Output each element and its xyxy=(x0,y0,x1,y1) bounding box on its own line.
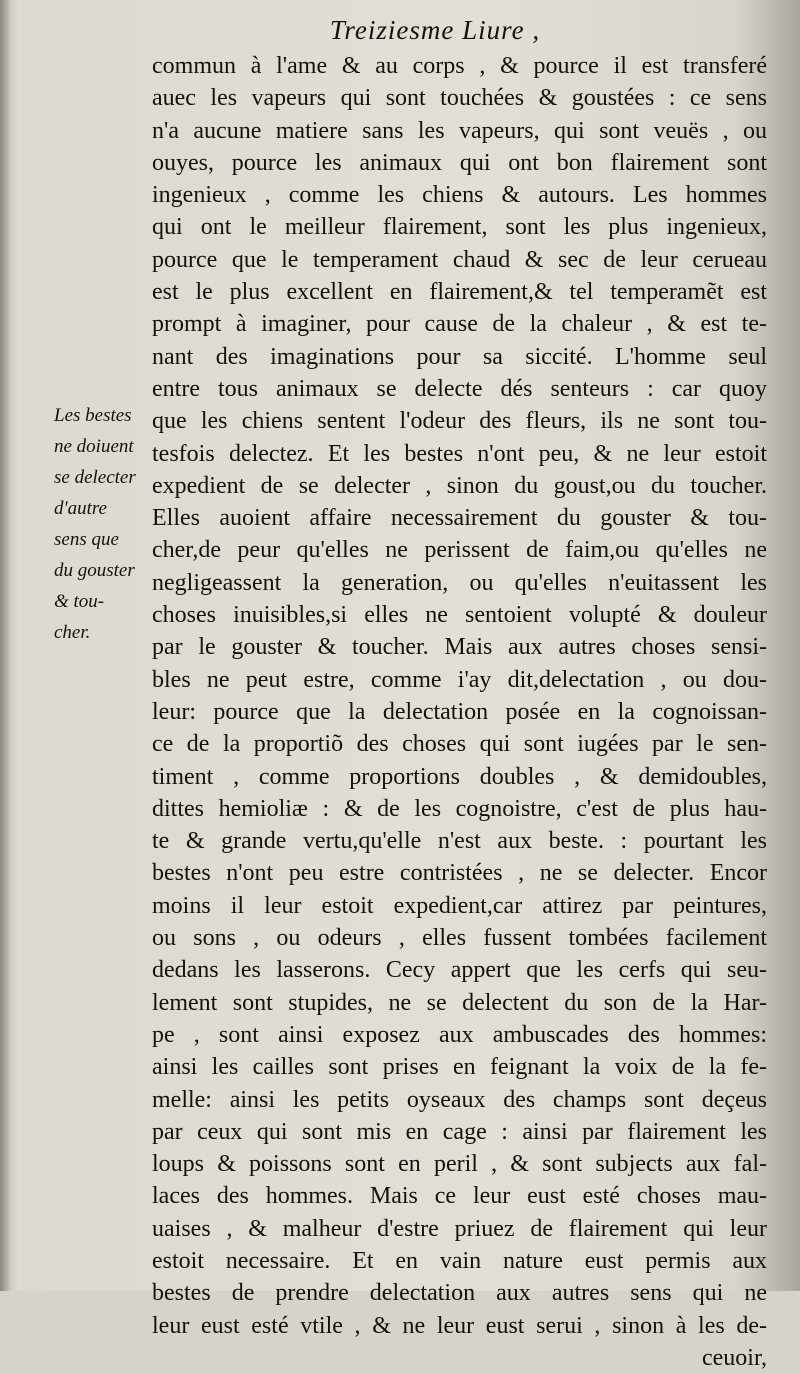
text-line: pource que le temperament chaud & sec de leur cerueau xyxy=(152,246,767,273)
text-line: ce de la proportiõ des choses qui sont iugées par le sen- xyxy=(152,731,767,758)
text-line: lement sont stupides, ne se delectent du son de la Har- xyxy=(152,989,767,1016)
text-line: expedient de se delecter , sinon du goust,ou du toucher. xyxy=(152,472,767,499)
text-line: choses inuisibles,si elles ne sentoient volupté & douleur xyxy=(152,602,767,629)
text-line: negligeassent la generation, ou qu'elles n'euitassent les xyxy=(152,569,767,596)
text-line: bles ne peut estre, comme i'ay dit,delectation , ou dou- xyxy=(152,666,767,693)
text-line: laces des hommes. Mais ce leur eust esté choses mau- xyxy=(152,1183,767,1210)
text-line: estoit necessaire. Et en vain nature eust permis aux xyxy=(152,1247,767,1274)
text-line: Elles auoient affaire necessairement du gouster & tou- xyxy=(152,505,767,532)
text-line: leur eust esté vtile , & ne leur eust serui , sinon à les de- xyxy=(152,1312,767,1339)
margin-note-line: sens que xyxy=(54,529,119,550)
margin-note-line: d'autre xyxy=(54,498,107,519)
text-line: leur: pource que la delectation posée en la cognoissan- xyxy=(152,698,767,725)
text-line: dedans les lasserons. Cecy appert que les cerfs qui seu- xyxy=(152,957,767,984)
text-line: ingenieux , comme les chiens & autours. Les hommes xyxy=(152,182,767,209)
text-line: par le gouster & toucher. Mais aux autres choses sensi- xyxy=(152,634,767,661)
text-line: dittes hemioliæ : & de les cognoistre, c'est de plus hau- xyxy=(152,795,767,822)
margin-note-line: Les bestes xyxy=(54,405,132,426)
text-line: pe , sont ainsi exposez aux ambuscades des hommes: xyxy=(152,1021,767,1048)
text-line: qui ont le meilleur flairement, sont les plus ingenieux, xyxy=(152,214,767,241)
text-line: moins il leur estoit expedient,car attirez par peintures, xyxy=(152,892,767,919)
text-line: ouyes, pource les animaux qui ont bon flairement sont xyxy=(152,149,767,176)
margin-note-line: du gouster xyxy=(54,560,135,581)
margin-note-line: & tou- xyxy=(54,591,105,612)
text-line: loups & poissons sont en peril , & sont subjects aux fal- xyxy=(152,1151,767,1178)
margin-note-line: ne doiuent xyxy=(54,436,134,457)
text-line: te & grande vertu,qu'elle n'est aux beste. : pourtant les xyxy=(152,828,767,855)
text-line: bestes n'ont peu estre contristées , ne se delecter. Encor xyxy=(152,860,767,887)
catchword: ceuoir, xyxy=(701,1344,767,1371)
text-line: entre tous animaux se delecte dés senteurs : car quoy xyxy=(152,375,767,402)
text-line: tesfois delectez. Et les bestes n'ont peu, & ne leur estoit xyxy=(152,440,767,467)
text-line: auec les vapeurs qui sont touchées & goustées : ce sens xyxy=(152,85,767,112)
text-line: ainsi les cailles sont prises en feignant la voix de la fe- xyxy=(152,1054,767,1081)
running-head xyxy=(0,10,800,50)
text-line: par ceux qui sont mis en cage : ainsi par flairement les xyxy=(152,1118,767,1145)
margin-note xyxy=(54,400,154,648)
text-line: prompt à imaginer, pour cause de la chaleur , & est te- xyxy=(152,311,767,338)
text-line: commun à l'ame & au corps , & pource il est transferé xyxy=(152,53,767,79)
text-line: uaises , & malheur d'estre priuez de flairement qui leur xyxy=(152,1215,767,1242)
text-line: que les chiens sentent l'odeur des fleurs, ils ne sont tou- xyxy=(152,408,767,435)
body-text xyxy=(152,50,767,1374)
text-line: bestes de prendre delectation aux autres sens qui ne xyxy=(152,1280,767,1307)
page-gutter-edge xyxy=(0,0,10,1291)
text-line: nant des imaginations pour sa siccité. L'homme seul xyxy=(152,343,767,370)
text-line: timent , comme proportions doubles , & demidoubles, xyxy=(152,763,767,790)
running-head-text: Treiziesme Liure , xyxy=(329,15,541,45)
margin-note-line: cher. xyxy=(54,622,91,643)
text-line: n'a aucune matiere sans les vapeurs, qui sont veuës , ou xyxy=(152,117,767,144)
text-line: ou sons , ou odeurs , elles fussent tombées facilement xyxy=(152,925,767,952)
text-line: cher,de peur qu'elles ne perissent de faim,ou qu'elles ne xyxy=(152,537,767,564)
margin-note-line: se delecter xyxy=(54,467,136,488)
text-line: melle: ainsi les petits oyseaux des champs sont deçeus xyxy=(152,1086,767,1113)
text-line: est le plus excellent en flairement,& tel temperamẽt est xyxy=(152,279,767,306)
